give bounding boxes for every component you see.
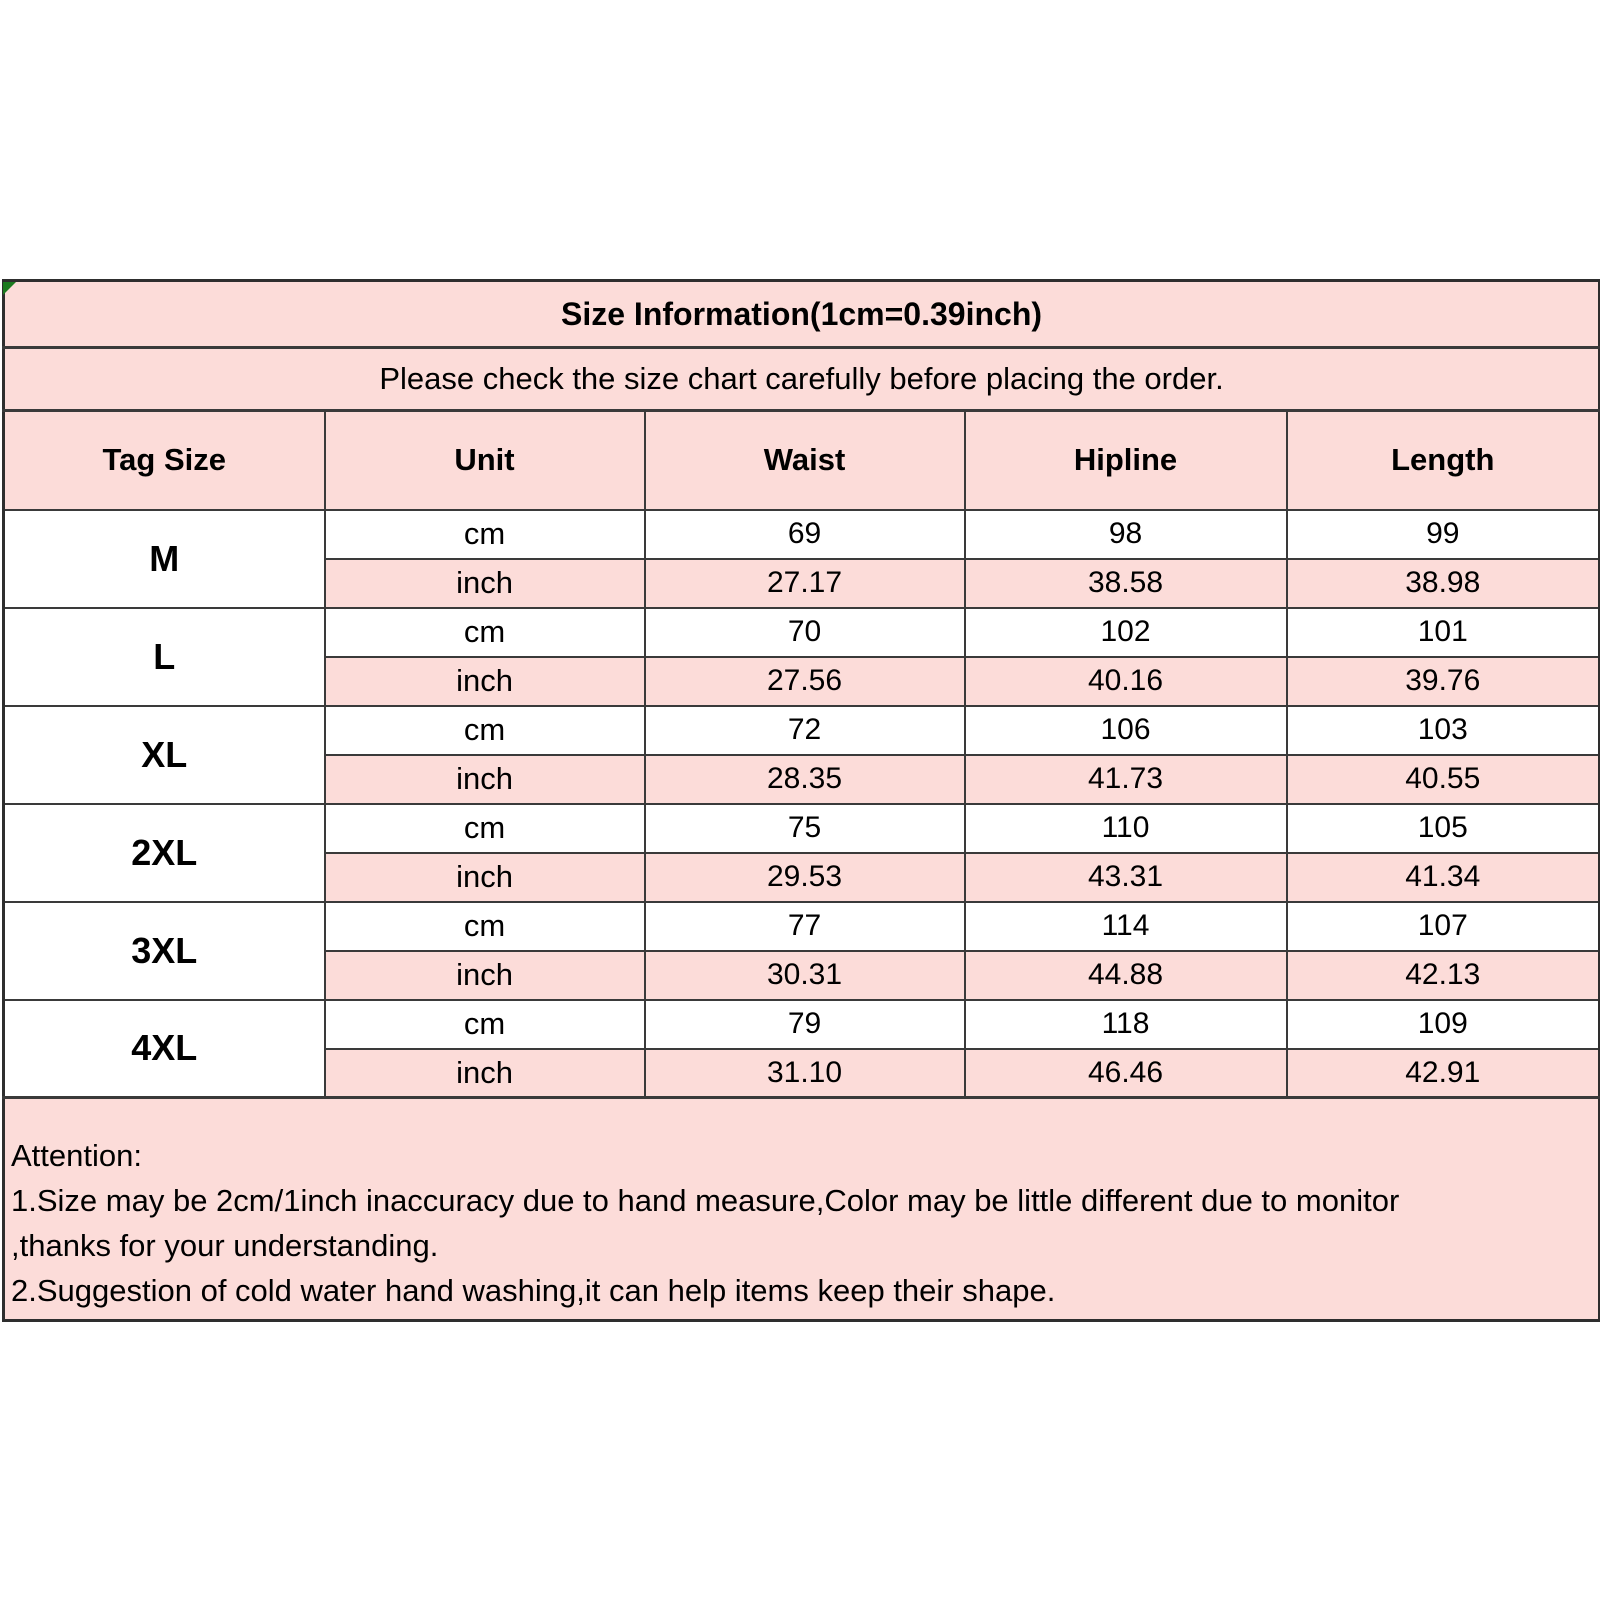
length-value: 109: [1287, 1000, 1600, 1049]
length-value: 40.55: [1287, 755, 1600, 804]
waist-value: 70: [645, 608, 965, 657]
waist-value: 31.10: [645, 1049, 965, 1098]
length-value: 107: [1287, 902, 1600, 951]
unit-label: inch: [325, 853, 645, 902]
waist-value: 72: [645, 706, 965, 755]
unit-label: inch: [325, 657, 645, 706]
hipline-value: 46.46: [965, 1049, 1287, 1098]
hipline-value: 40.16: [965, 657, 1287, 706]
length-value: 39.76: [1287, 657, 1600, 706]
waist-value: 77: [645, 902, 965, 951]
size-row-4xl-cm: [4, 1000, 1600, 1049]
unit-label: inch: [325, 755, 645, 804]
hipline-value: 114: [965, 902, 1287, 951]
hipline-value: 102: [965, 608, 1287, 657]
attention-line-1: 1.Size may be 2cm/1inch inaccuracy due to hand measure,Color may be little different due to monitor: [11, 1183, 1400, 1218]
waist-value: 29.53: [645, 853, 965, 902]
hipline-value: 98: [965, 510, 1287, 559]
column-header-hipline: Hipline: [965, 411, 1287, 510]
unit-label: cm: [325, 902, 645, 951]
green-corner-marker: [3, 282, 16, 295]
size-row-m-cm: [4, 510, 1600, 559]
unit-label: cm: [325, 510, 645, 559]
size-tag: 4XL: [4, 1000, 325, 1098]
waist-value: 27.56: [645, 657, 965, 706]
table-title: Size Information(1cm=0.39inch): [4, 281, 1600, 348]
hipline-value: 110: [965, 804, 1287, 853]
length-value: 103: [1287, 706, 1600, 755]
unit-label: inch: [325, 1049, 645, 1098]
size-chart-table: [2, 279, 1600, 1322]
hipline-value: 43.31: [965, 853, 1287, 902]
hipline-value: 38.58: [965, 559, 1287, 608]
length-value: 99: [1287, 510, 1600, 559]
size-tag: M: [4, 510, 325, 608]
unit-label: inch: [325, 559, 645, 608]
waist-value: 30.31: [645, 951, 965, 1000]
column-header-length: Length: [1287, 411, 1600, 510]
hipline-value: 118: [965, 1000, 1287, 1049]
attention-row: [4, 1098, 1600, 1321]
unit-label: inch: [325, 951, 645, 1000]
length-value: 38.98: [1287, 559, 1600, 608]
waist-value: 27.17: [645, 559, 965, 608]
size-tag: 2XL: [4, 804, 325, 902]
attention-note: [4, 1098, 1600, 1321]
waist-value: 28.35: [645, 755, 965, 804]
size-tag: XL: [4, 706, 325, 804]
unit-label: cm: [325, 1000, 645, 1049]
attention-line-3: 2.Suggestion of cold water hand washing,it can help items keep their shape.: [11, 1273, 1056, 1308]
column-header-row: [4, 411, 1600, 510]
title-row: [4, 281, 1600, 348]
attention-heading: Attention:: [11, 1138, 142, 1173]
length-value: 42.13: [1287, 951, 1600, 1000]
waist-value: 69: [645, 510, 965, 559]
table-subtitle: Please check the size chart carefully before placing the order.: [4, 348, 1600, 411]
subtitle-row: [4, 348, 1600, 411]
size-row-2xl-cm: [4, 804, 1600, 853]
length-value: 41.34: [1287, 853, 1600, 902]
length-value: 105: [1287, 804, 1600, 853]
hipline-value: 106: [965, 706, 1287, 755]
column-header-waist: Waist: [645, 411, 965, 510]
column-header-unit: Unit: [325, 411, 645, 510]
size-row-xl-cm: [4, 706, 1600, 755]
size-tag: 3XL: [4, 902, 325, 1000]
column-header-tag-size: Tag Size: [4, 411, 325, 510]
attention-line-2: ,thanks for your understanding.: [11, 1228, 439, 1263]
unit-label: cm: [325, 706, 645, 755]
size-row-l-cm: [4, 608, 1600, 657]
hipline-value: 44.88: [965, 951, 1287, 1000]
size-tag: L: [4, 608, 325, 706]
length-value: 42.91: [1287, 1049, 1600, 1098]
waist-value: 75: [645, 804, 965, 853]
unit-label: cm: [325, 608, 645, 657]
unit-label: cm: [325, 804, 645, 853]
waist-value: 79: [645, 1000, 965, 1049]
size-row-3xl-cm: [4, 902, 1600, 951]
hipline-value: 41.73: [965, 755, 1287, 804]
length-value: 101: [1287, 608, 1600, 657]
